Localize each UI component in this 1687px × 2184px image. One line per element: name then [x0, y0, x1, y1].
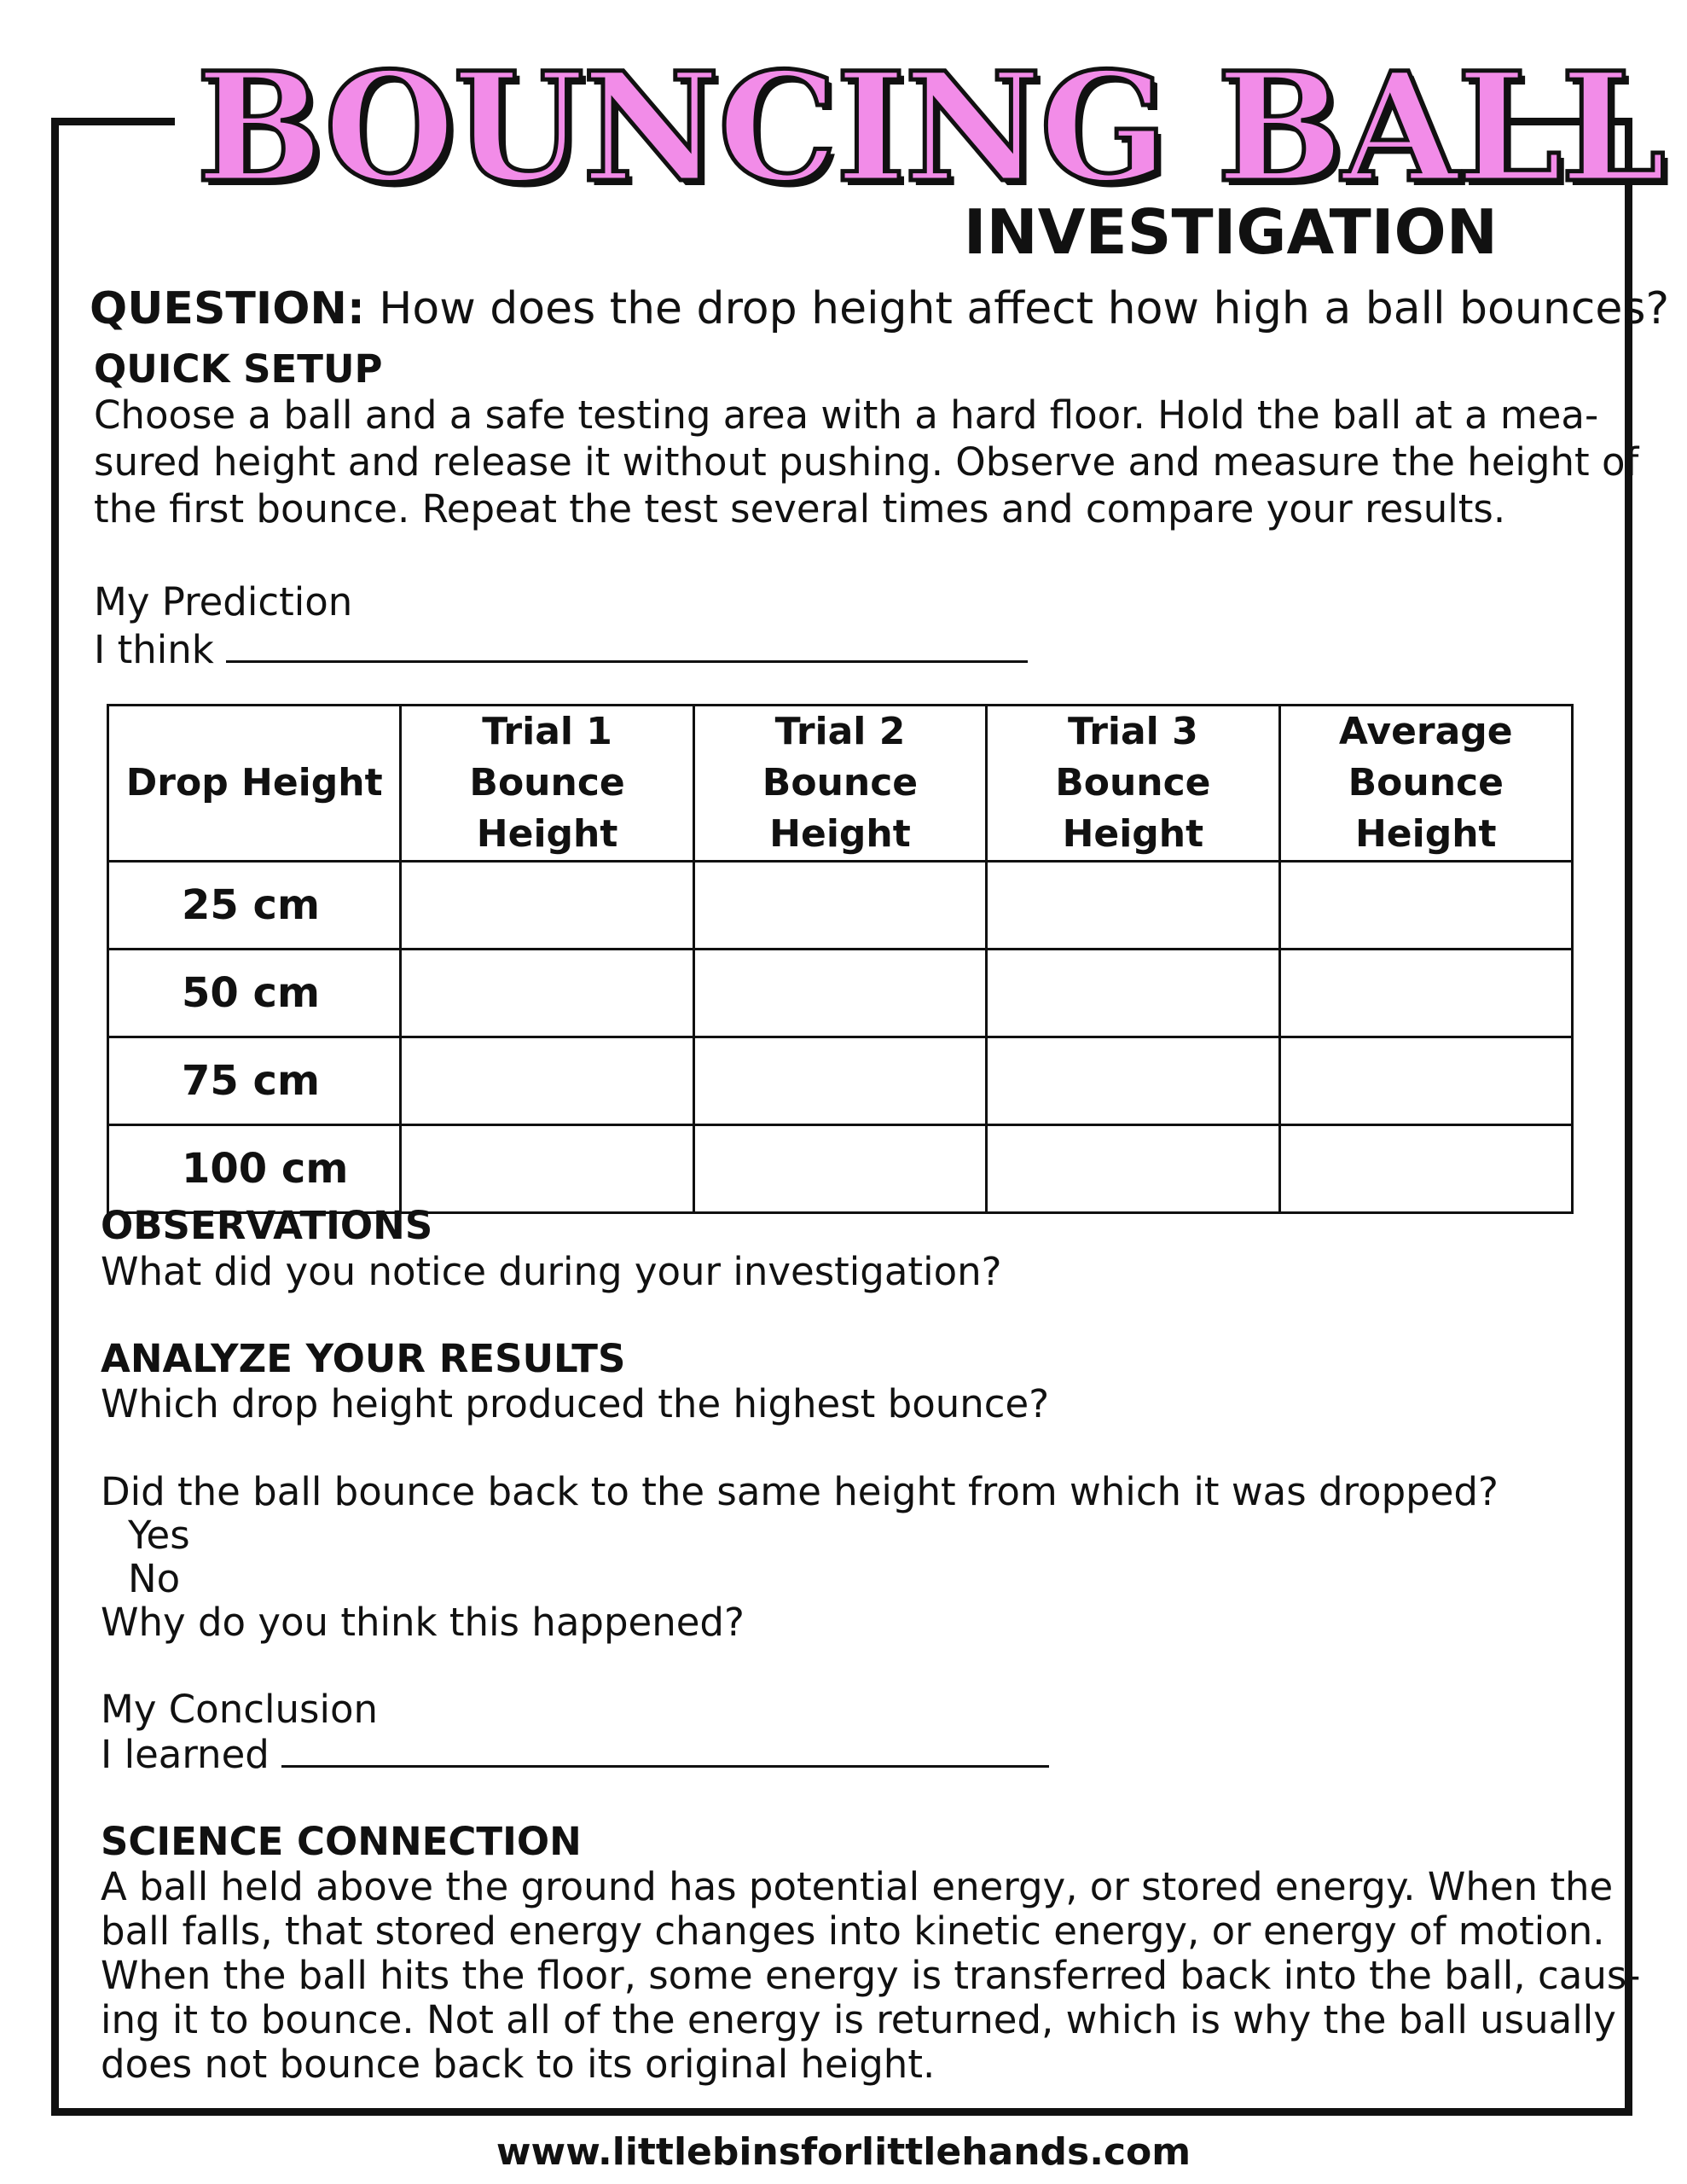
header-text: Trial 1 — [482, 710, 612, 753]
observations-question: What did you notice during your investigation? — [101, 1249, 1002, 1294]
setup-line: sured height and release it without pushing. Observe and measure the height of — [94, 439, 1639, 485]
header-text: Bounce Height — [1348, 761, 1504, 856]
footer-url[interactable]: www.littlebinsforlittlehands.com — [496, 2130, 1191, 2174]
page-title: BOUNCING BALL — [196, 39, 1665, 216]
prediction-prompt: I think — [94, 627, 214, 672]
conclusion-heading: My Conclusion — [101, 1687, 378, 1732]
results-table — [107, 704, 1574, 1214]
analyze-question-2: Did the ball bounce back to the same height from which it was dropped? — [101, 1469, 1499, 1514]
table-row — [108, 1037, 1573, 1125]
analyze-question-3: Why do you think this happened? — [101, 1600, 745, 1645]
header-text: Drop Height — [125, 761, 383, 804]
header-text: Average — [1338, 710, 1513, 753]
entry-cell[interactable] — [987, 1037, 1279, 1125]
prediction-heading: My Prediction — [94, 579, 353, 624]
conclusion-prompt: I learned — [101, 1732, 270, 1777]
question-line — [90, 283, 1669, 334]
entry-cell[interactable] — [693, 950, 986, 1037]
header-drop-height — [108, 706, 401, 862]
observations-heading: OBSERVATIONS — [101, 1203, 433, 1248]
prediction-line — [94, 626, 1028, 672]
analyze-question-1: Which drop height produced the highest bounce? — [101, 1381, 1050, 1426]
header-text: Trial 3 — [1068, 710, 1198, 753]
setup-heading: QUICK SETUP — [94, 346, 383, 392]
conclusion-blank[interactable] — [281, 1731, 1049, 1768]
header-text: Bounce Height — [762, 761, 919, 856]
header-trial-1 — [401, 706, 693, 862]
question-text: How does the drop height affect how high a ball bounces? — [379, 283, 1670, 334]
table-row — [108, 1125, 1573, 1213]
header-average — [1279, 706, 1572, 862]
prediction-blank[interactable] — [226, 626, 1028, 663]
row-drop-height: 50 cm — [108, 950, 401, 1037]
entry-cell[interactable] — [401, 1125, 693, 1213]
entry-cell[interactable] — [1279, 862, 1572, 950]
entry-cell[interactable] — [401, 1037, 693, 1125]
science-line: ball falls, that stored energy changes into kinetic energy, or energy of motion. — [101, 1908, 1605, 1954]
entry-cell[interactable] — [987, 862, 1279, 950]
header-trial-2 — [693, 706, 986, 862]
row-drop-height: 75 cm — [108, 1037, 401, 1125]
row-drop-height: 100 cm — [108, 1125, 401, 1213]
header-text: Trial 2 — [774, 710, 906, 753]
setup-line: Choose a ball and a safe testing area with a hard floor. Hold the ball at a mea- — [94, 392, 1599, 438]
entry-cell[interactable] — [401, 950, 693, 1037]
entry-cell[interactable] — [987, 1125, 1279, 1213]
entry-cell[interactable] — [693, 1125, 986, 1213]
page-subtitle: INVESTIGATION — [963, 196, 1498, 268]
entry-cell[interactable] — [693, 1037, 986, 1125]
science-line: When the ball hits the floor, some energy is transferred back into the ball, caus- — [101, 1953, 1641, 1998]
setup-line: the first bounce. Repeat the test several times and compare your results. — [94, 486, 1506, 531]
question-label: QUESTION: — [90, 283, 365, 334]
entry-cell[interactable] — [1279, 950, 1572, 1037]
entry-cell[interactable] — [401, 862, 693, 950]
option-yes[interactable]: Yes — [128, 1513, 190, 1558]
row-drop-height: 25 cm — [108, 862, 401, 950]
science-line: A ball held above the ground has potential energy, or stored energy. When the — [101, 1864, 1614, 1909]
header-text: Bounce Height — [469, 761, 625, 856]
entry-cell[interactable] — [987, 950, 1279, 1037]
table-row — [108, 862, 1573, 950]
science-heading: SCIENCE CONNECTION — [101, 1819, 582, 1864]
header-trial-3 — [987, 706, 1279, 862]
header-text: Bounce Height — [1055, 761, 1211, 856]
science-line: ing it to bounce. Not all of the energy is returned, which is why the ball usually — [101, 1997, 1616, 2042]
entry-cell[interactable] — [1279, 1125, 1572, 1213]
analyze-heading: ANALYZE YOUR RESULTS — [101, 1336, 626, 1381]
table-header-row — [108, 706, 1573, 862]
conclusion-line — [101, 1731, 1049, 1777]
option-no[interactable]: No — [128, 1556, 181, 1601]
entry-cell[interactable] — [693, 862, 986, 950]
table-row — [108, 950, 1573, 1037]
science-line: does not bounce back to its original height. — [101, 2042, 936, 2087]
entry-cell[interactable] — [1279, 1037, 1572, 1125]
